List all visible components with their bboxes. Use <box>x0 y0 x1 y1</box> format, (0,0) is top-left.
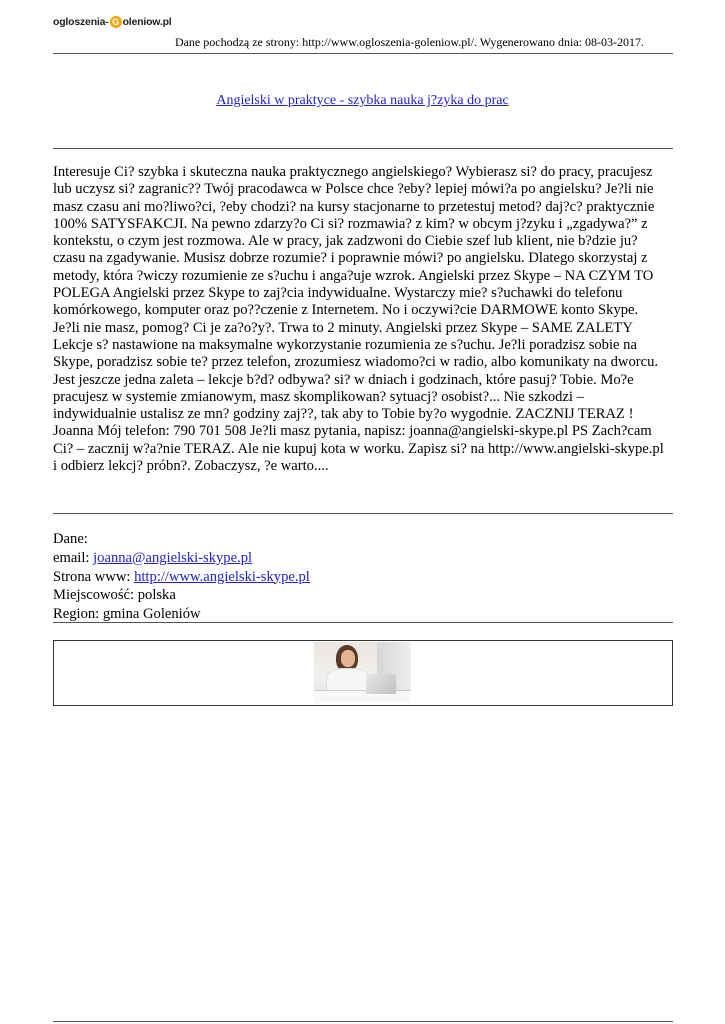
email-row <box>53 549 673 568</box>
www-row <box>53 568 673 587</box>
listing-description: Interesuje Ci? szybka i skuteczna nauka praktycznego angielskiego? Wybierasz si? do pracy, pracujesz lub uczysz si? zagranic?? Twój pracodawca w Polsce chce ?eby? lepiej mówi?a po angielsku? Je?li nie masz czasu ani mo?liwo?ci, ?eby chodzi? na kursy stacjonarne to przetestuj metod? daj?c? praktycznie 100% SATYSFAKCJI. Na pewno zdarzy?o Ci si? rozmawia? z kim? w obcym j?zyku i „zgadywa?” z kontekstu, o czym jest rozmowa. Ale w pracy, jak zadzwoni do Ciebie szef lub klient, nie b?dzie ju? czasu na zgadywanie. Musisz dobrze rozumie? i poprawnie mówi? po angielsku. Dlatego skorzystaj z metody, która ?wiczy rozumienie ze s?uchu i anga?uje wzrok. Angielski przez Skype – NA CZYM TO POLEGA Angielski przez Skype to zaj?cia indywidualne. Wystarczy mie? s?uchawki do telefonu komórkowego, komputer oraz po??czenie z Internetem. No i oczywi?cie DARMOWE konto Skype. Je?li nie masz, pomog? Ci je za?o?y?. Trwa to 2 minuty. Angielski przez Skype – SAME ZALETY Lekcje s? nastawione na maksymalne wykorzystanie rozumienia ze s?uchu. Je?li poradzisz sobie na Skype, poradzisz sobie te? przez telefon, zrozumiesz wiadomo?ci w radio, albo komunikaty na dworcu. Jest jeszcze jedna zaleta – lekcje b?d? odbywa? si? w dniach i godzinach, które pasuj? Tobie. Mo?e pracujesz w systemie zmianowym, masz skomplikowan? sytuacj? osobist?... Nie szkodzi – indywidualnie ustalisz ze mn? godziny zaj??, tak aby to Tobie by?o wygodnie. ZACZNIJ TERAZ ! Joanna Mój telefon: 790 701 508 Je?li masz pytania, napisz: joanna@angielski-skype.pl PS Zach?cam Ci? – zacznij w?a?nie TERAZ. Ale nie kupuj kota w worku. Zapisz si? na http://www.angielski-skype.pl i odbierz lekcj? próbn?. Zobaczysz, ?e warto.... <box>53 164 664 475</box>
listing-image-frame <box>53 640 673 706</box>
header-divider <box>53 53 673 54</box>
city-value: polska <box>137 587 176 604</box>
email-label: email: <box>53 549 94 566</box>
photo-desk <box>314 690 411 703</box>
title-divider <box>53 148 673 149</box>
photo-laptop <box>366 674 396 694</box>
city-row <box>53 586 673 605</box>
photo-person-face <box>341 650 355 667</box>
email-link[interactable]: joanna@angielski-skype.pl <box>93 549 253 566</box>
logo-suffix: oleniow.pl <box>122 16 172 28</box>
listing-title-link[interactable]: Angielski w praktyce - szybka nauka j?zyka do prac <box>216 93 509 108</box>
region-value: gmina Goleniów <box>102 606 201 623</box>
website-link[interactable]: http://www.angielski-skype.pl <box>134 568 310 585</box>
source-notice: Dane pochodzą ze strony: http://www.ogloszenia-goleniow.pl/. Wygenerowano dnia: 08-03-2017. <box>174 35 644 49</box>
region-label: Region: <box>53 606 103 623</box>
details-divider <box>53 622 673 623</box>
body-divider <box>53 513 673 514</box>
logo-prefix: ogloszenia- <box>53 16 109 28</box>
details-heading: Dane: <box>53 531 88 547</box>
listing-photo <box>314 642 411 703</box>
footer-divider <box>53 1021 673 1022</box>
site-logo <box>53 16 172 28</box>
contact-details <box>53 530 673 624</box>
www-label: Strona www: <box>53 568 135 585</box>
city-label: Miejscowość: <box>53 587 138 604</box>
logo-g-icon: G <box>110 16 122 28</box>
